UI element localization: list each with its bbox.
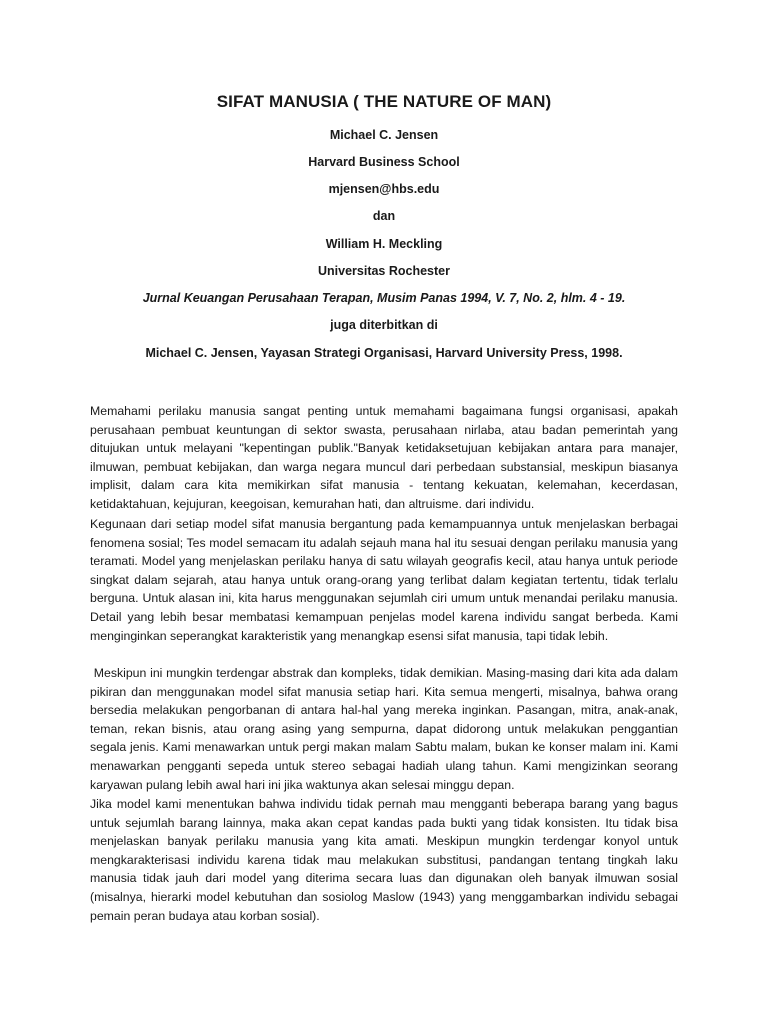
reprint-citation: Michael C. Jensen, Yayasan Strategi Organisasi, Harvard University Press, 1998.: [145, 346, 623, 360]
author-email: mjensen@hbs.edu: [328, 182, 440, 196]
page-title: SIFAT MANUSIA ( THE NATURE OF MAN): [216, 92, 552, 111]
author-2: William H. Meckling: [325, 237, 443, 251]
paragraph-3: Meskipun ini mungkin terdengar abstrak dan kompleks, tidak demikian. Masing-masing dari kita ada dalam pikiran dan menggunakan model sifat manusia setiap hari. Kita semua mengerti, misalnya, bahwa orang bersedia melakukan pengorbanan di antara hal-hal yang mereka inginkan. Pasangan, mitra, anak-anak, teman, rekan bisnis, atau orang asing yang sempurna, dapat didorong untuk melakukan penggantian segala jenis. Kami menawarkan untuk pergi makan malam Sabtu malam, bukan ke konser malam ini. Kami menawarkan pengganti sepeda untuk stereo sebagai hadiah ulang tahun. Kami mengizinkan seorang karyawan pulang lebih awal hari ini jika waktunya akan selesai minggu depan.: [90, 666, 682, 792]
paragraph-4: Jika model kami menentukan bahwa individu tidak pernah mau mengganti beberapa barang yang bagus untuk sejumlah barang lainnya, maka akan cepat kandas pada bukti yang tidak konsisten. Itu tidak bisa menjelaskan banyak perilaku manusia yang kita amati. Meskipun mungkin terdengar konyol untuk mengkarakterisasi individu karena tidak mau melakukan substitusi, pandangan tentang tingkah laku manusia tidak jauh dari model yang diterima secara luas dan digunakan oleh banyak ilmuwan sosial (misalnya, hierarki model kebutuhan dan sosiolog Maslow (1943) yang menggambarkan individu sebagai pemain peran budaya atau korban sosial).: [90, 797, 678, 923]
also-published-note: juga diterbitkan di: [330, 318, 438, 332]
conjunction: dan: [372, 209, 396, 223]
journal-citation: Jurnal Keuangan Perusahaan Terapan, Musim Panas 1994, V. 7, No. 2, hlm. 4 - 19.: [142, 291, 626, 305]
author-1: Michael C. Jensen: [329, 128, 439, 142]
affiliation-1: Harvard Business School: [308, 155, 460, 169]
affiliation-2: Universitas Rochester: [317, 264, 450, 278]
paragraph-1: Memahami perilaku manusia sangat penting untuk memahami bagaimana fungsi organisasi, apakah perusahaan pembuat keuntungan di sektor swasta, perusahaan nirlaba, atau badan pemerintah yang ditujukan untuk melayani "kepentingan publik."Banyak ketidaksetujuan kebijakan antara para manajer, ilmuwan, pembuat kebijakan, dan warga negara muncul dari perbedaan substansial, meskipun biasanya implisit, dalam cara kita memikirkan sifat manusia - tentang kekuatan, kelemahan, kecerdasan, ketidaktahuan, kejujuran, keegoisan, kemurahan hati, dan altruisme. dari individu.: [90, 404, 678, 511]
paragraph-2: Kegunaan dari setiap model sifat manusia bergantung pada kemampuannya untuk menjelaskan berbagai fenomena sosial; Tes model semacam itu adalah sejauh mana hal itu sesuai dengan perilaku manusia yang teramati. Model yang menjelaskan perilaku hanya di satu wilayah geografis kecil, atau hanya untuk periode singkat dalam sejarah, atau hanya untuk orang-orang yang terlibat dalam kegiatan tertentu, tidak terlalu berguna. Untuk alasan ini, kita harus menggunakan sejumlah ciri umum untuk menandai perilaku manusia. Detail yang lebih besar membatasi kemampuan penjelas model karena individu sangat berbeda. Kami menginginkan seperangkat karakteristik yang menangkap esensi sifat manusia, tapi tidak lebih.: [90, 517, 678, 643]
